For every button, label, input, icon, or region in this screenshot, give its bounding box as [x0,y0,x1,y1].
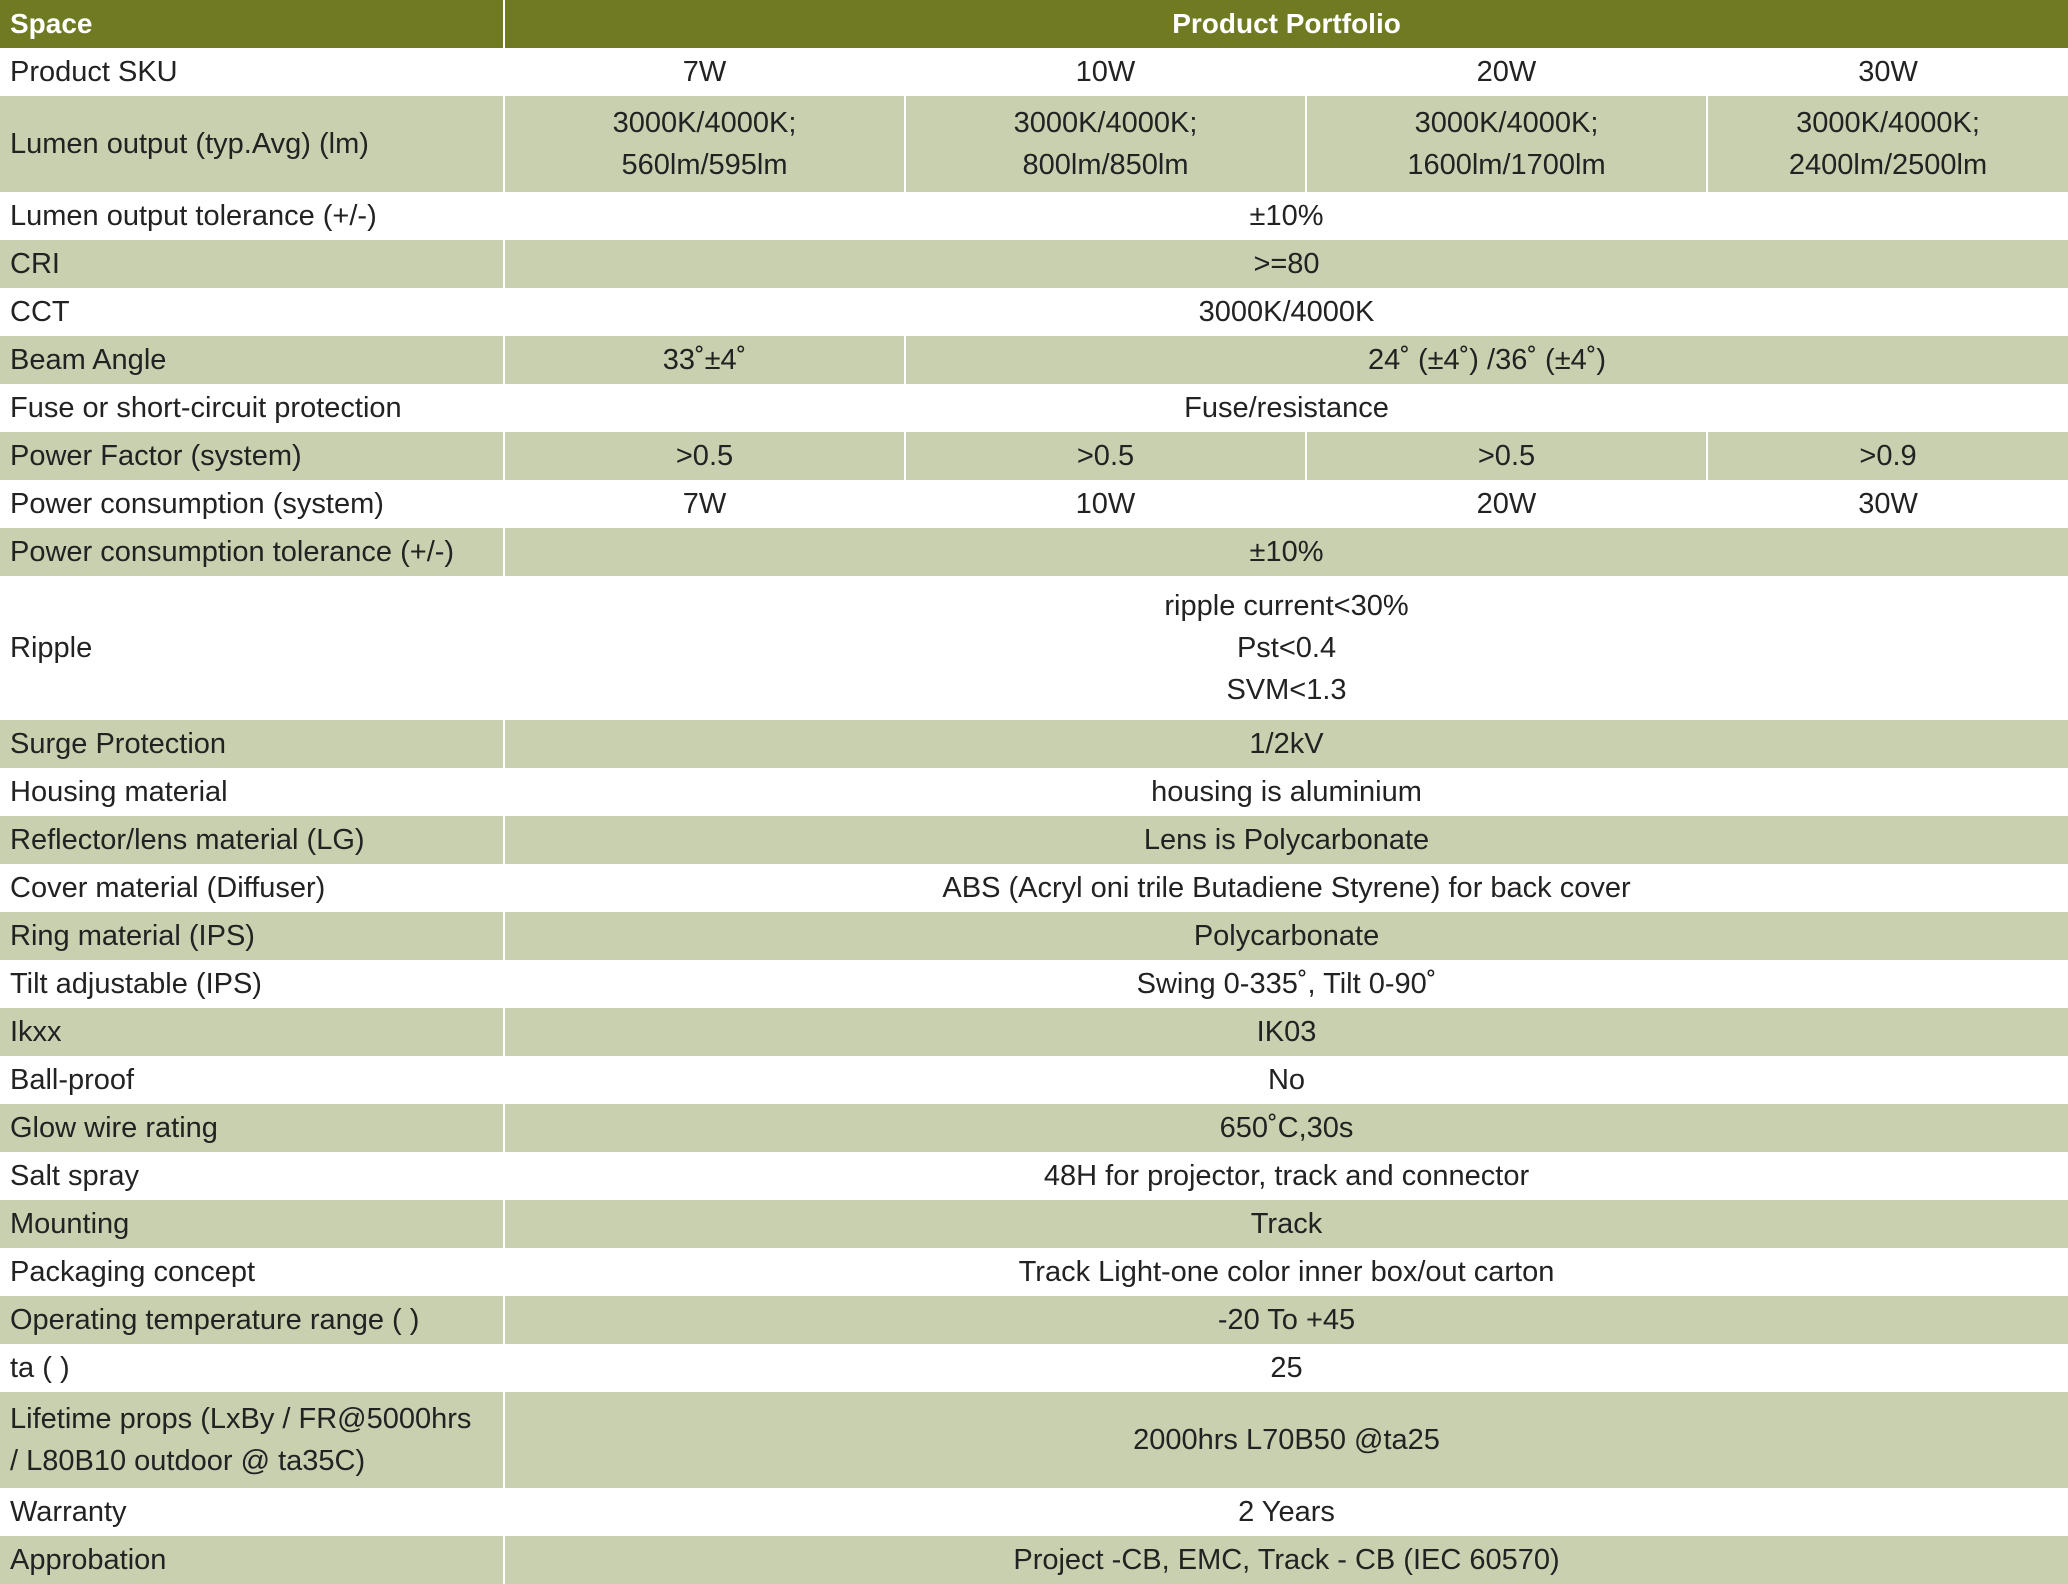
cell-line: 1600lm/1700lm [1407,149,1606,181]
cell-value: 24˚ (±4˚) /36˚ (±4˚) [905,336,2068,384]
cell-line: 2400lm/2500lm [1788,149,1988,181]
cell-line: SVM<1.3 [1226,674,1347,706]
cell-value: Project -CB, EMC, Track - CB (IEC 60570) [504,1536,2068,1584]
cell-line: Pst<0.4 [1236,632,1337,664]
cell-value: No [1267,1064,1306,1096]
row-power-factor [0,432,2068,480]
row-ripple [0,576,2068,720]
cell-line: ripple current<30% [1164,590,1409,622]
row-warranty [0,1488,2068,1536]
row-label: Glow wire rating [0,1104,504,1152]
row-ikxx [0,1008,2068,1056]
row-label: Power Factor (system) [0,432,504,480]
label-line: Lifetime props (LxBy / FR@5000hrs [10,1403,472,1435]
row-label: Ball-proof [0,1056,504,1104]
cell-value: 30W [1858,488,1918,520]
cell-line: 3000K/4000K; [612,107,797,139]
row-label: Approbation [0,1536,504,1584]
row-label: Cover material (Diffuser) [0,864,504,912]
row-packaging [0,1248,2068,1296]
row-label: Ripple [0,576,504,720]
row-label: Power consumption tolerance (+/-) [0,528,504,576]
row-label: Salt spray [0,1152,504,1200]
row-beam-angle [0,336,2068,384]
cell-value: 48H for projector, track and connector [1043,1160,1530,1192]
cell-value: >0.9 [1707,432,2068,480]
cell-value: 2 Years [1238,1496,1335,1528]
row-salt-spray [0,1152,2068,1200]
cell-value: >0.5 [504,432,905,480]
cell-value: Track Light-one color inner box/out carton [1018,1256,1555,1288]
row-ring [0,912,2068,960]
cell-value: 20W [1306,48,1707,96]
cell-line: 3000K/4000K; [1414,107,1599,139]
cell-value: 2000hrs L70B50 @ta25 [504,1392,2068,1488]
cell-value: >0.5 [905,432,1306,480]
cell-line: 560lm/595lm [621,149,788,181]
cell-value: 10W [905,48,1306,96]
cell-value: Track [504,1200,2068,1248]
header-product-portfolio: Product Portfolio [504,0,2068,48]
cell-value: Polycarbonate [504,912,2068,960]
row-glow-wire [0,1104,2068,1152]
cell-value: 1/2kV [504,720,2068,768]
row-label: Ikxx [0,1008,504,1056]
cell-value [1707,96,2068,192]
row-lifetime [0,1392,2068,1488]
cell-value [504,576,2068,720]
cell-value [504,96,905,192]
row-label: Mounting [0,1200,504,1248]
row-approbation [0,1536,2068,1584]
row-label: Tilt adjustable (IPS) [0,960,504,1008]
row-fuse [0,384,2068,432]
table-header-row [0,0,2068,48]
row-mounting [0,1200,2068,1248]
cell-value: 30W [1858,56,1918,88]
cell-line: 800lm/850lm [1022,149,1189,181]
row-label: Surge Protection [0,720,504,768]
cell-line: 3000K/4000K; [1796,107,1980,139]
cell-value: housing is aluminium [1151,776,1422,808]
row-operating-temp [0,1296,2068,1344]
row-ball-proof [0,1056,2068,1104]
cell-value: 20W [1306,480,1707,528]
row-lumen-output [0,96,2068,192]
row-lumen-tolerance [0,192,2068,240]
row-label: Warranty [0,1488,504,1536]
cell-value [1306,96,1707,192]
cell-value: >0.5 [1306,432,1707,480]
row-label [0,1392,504,1488]
cell-value: IK03 [504,1008,2068,1056]
cell-value: Fuse/resistance [1184,392,1389,424]
row-cct [0,288,2068,336]
cell-value: 3000K/4000K [1198,296,1375,328]
cell-value: 7W [504,480,905,528]
cell-value: ABS (Acryl oni trile Butadiene Styrene) for back cover [942,872,1631,904]
row-label: Housing material [0,768,504,816]
row-reflector [0,816,2068,864]
row-label: Ring material (IPS) [0,912,504,960]
row-label: Lumen output (typ.Avg) (lm) [0,96,504,192]
cell-value: 25 [1270,1352,1303,1384]
row-label: Power consumption (system) [0,480,504,528]
label-line: / L80B10 outdoor @ ta35C) [10,1445,366,1477]
row-label: Packaging concept [0,1248,504,1296]
cell-value: Swing 0-335˚, Tilt 0-90˚ [1136,968,1437,1000]
row-power-consumption [0,480,2068,528]
row-cri [0,240,2068,288]
row-label: CCT [0,288,504,336]
row-label: Reflector/lens material (LG) [0,816,504,864]
row-label: Product SKU [0,48,504,96]
cell-line: 3000K/4000K; [1013,107,1198,139]
row-housing [0,768,2068,816]
row-label: CRI [0,240,504,288]
row-tilt [0,960,2068,1008]
header-space: Space [0,0,504,48]
cell-value: ±10% [504,528,2068,576]
cell-value: 10W [905,480,1306,528]
row-label: Fuse or short-circuit protection [0,384,504,432]
row-surge [0,720,2068,768]
cell-value: 7W [504,48,905,96]
row-ta [0,1344,2068,1392]
cell-value: 650˚C,30s [504,1104,2068,1152]
cell-value: Lens is Polycarbonate [504,816,2068,864]
row-label: ta ( ) [0,1344,504,1392]
cell-value: >=80 [504,240,2068,288]
row-power-tolerance [0,528,2068,576]
row-label: Beam Angle [0,336,504,384]
row-label: Lumen output tolerance (+/-) [0,192,504,240]
cell-value [905,96,1306,192]
row-label: Operating temperature range ( ) [0,1296,504,1344]
row-cover [0,864,2068,912]
cell-value: -20 To +45 [504,1296,2068,1344]
cell-value: 33˚±4˚ [504,336,905,384]
row-product-sku [0,48,2068,96]
cell-value: ±10% [1249,200,1324,232]
